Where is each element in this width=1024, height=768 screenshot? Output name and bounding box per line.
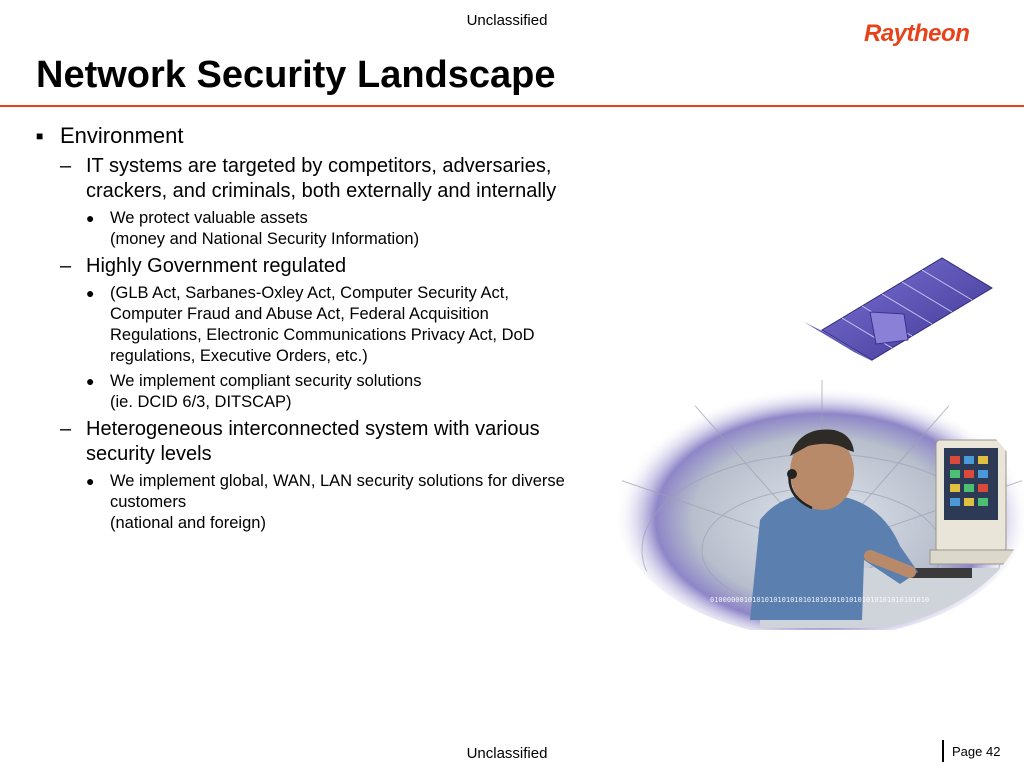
bullet-environment [36,122,666,150]
text-line: security levels [86,443,212,465]
detail-bullet-acts [86,283,666,367]
bullet-text: Environment [60,123,184,148]
text-line: (national and foreign) [110,514,266,532]
classification-header: Unclassified [466,12,548,29]
text-line: Computer Fraud and Abuse Act, Federal Acquisition [110,305,489,323]
text-line: (money and National Security Information) [110,230,420,248]
text-line: Regulations, Electronic Communications Privacy Act, DoD [110,326,535,344]
sub-bullet-text [86,417,540,467]
title-divider [0,105,1024,107]
text-line: (GLB Act, Sarbanes-Oxley Act, Computer Security Act, [110,284,509,302]
detail-bullet-compliant [86,371,666,413]
dot-bullet-icon: ● [86,473,95,489]
page-title: Network Security Landscape [36,54,556,96]
detail-bullet-text [110,371,422,413]
detail-bullet-global [86,471,666,534]
dash-bullet-icon: – [60,418,72,440]
classification-footer: Unclassified [466,745,548,762]
dot-bullet-icon: ● [86,210,95,226]
sub-bullet-text [86,154,556,204]
text-line: We protect valuable assets [110,209,308,227]
text-line: We implement compliant security solutions [110,372,422,390]
text-line: IT systems are targeted by competitors, adversaries, [86,155,552,177]
detail-bullet-assets [86,208,666,250]
sub-bullet-targeted [60,154,666,204]
monitor-icon [930,440,1020,564]
bullet-list [36,122,666,534]
sub-bullet-heterogeneous [60,417,666,467]
dash-bullet-icon: – [60,155,72,177]
page-number: Page 42 [952,744,1001,759]
text-line: We implement global, WAN, LAN security solutions for diverse [110,472,565,490]
operator-illustration [600,250,1024,630]
detail-bullet-text [110,471,565,534]
detail-bullet-text [110,208,419,250]
binary-stream: 0100000010101010101010101010101010101010101010101010 [710,596,930,604]
text-line: Heterogeneous interconnected system with various [86,418,540,440]
dot-bullet-icon: ● [86,373,95,389]
satellite-icon [804,258,992,362]
text-line: crackers, and criminals, both externally and internally [86,180,557,202]
page-number-divider [942,740,944,762]
text-line: (ie. DCID 6/3, DITSCAP) [110,393,292,411]
text-line: Highly Government regulated [86,255,347,277]
sub-bullet-text [86,254,346,279]
square-bullet-icon: ■ [36,129,44,143]
raytheon-logo: Raytheon [864,20,970,47]
detail-bullet-text [110,283,535,367]
text-line: regulations, Executive Orders, etc.) [110,347,368,365]
sub-bullet-regulated [60,254,666,279]
dot-bullet-icon: ● [86,285,95,301]
text-line: customers [110,493,187,511]
dash-bullet-icon: – [60,255,72,277]
